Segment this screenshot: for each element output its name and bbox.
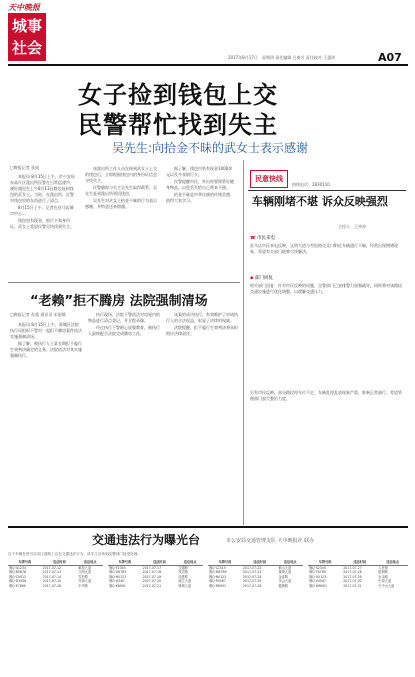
place: 风光路 [178, 570, 188, 575]
main-byline: □晚报记者 张迪 [10, 165, 40, 170]
place: 置地大道 [278, 570, 292, 575]
time: 2017-07-17 [142, 565, 162, 570]
second-byline: □晚报记者 苏震 通讯员 宋丽娜 [10, 312, 66, 317]
violations-table-3 [208, 560, 303, 589]
second-col1-p2: 据了解，被执行人王某长期拒不履行生效判决确定的义务，法院依法对其实施强制执行。 [10, 341, 82, 358]
main-col1-p3: 钱包里有现金、银行卡和身份证，武女士希望民警尽快找到失主。 [10, 218, 74, 229]
q2-text: 另有市民反映，部分路段停车位不足，车辆乱停乱放现象严重，影响正常通行，希望管理部门加大整治力度。 [250, 390, 402, 401]
t4-col-place: 违法地点 [377, 560, 408, 565]
right-byline: 主持人：王冲冲 [338, 224, 366, 229]
time: 2017-07-21 [142, 583, 162, 588]
right-top-rule [248, 190, 406, 191]
time: 2017-07-16 [42, 583, 62, 588]
t2-col-place: 违法地点 [177, 560, 203, 565]
paper-name: 天中晚报 [8, 2, 40, 12]
a1-label [250, 275, 273, 281]
plate: 豫Q·S2345 [309, 565, 326, 570]
plate: 豫Q·T6789 [309, 570, 326, 575]
table-row [208, 584, 303, 589]
t3-col-time: 违法时间 [242, 560, 278, 565]
place: 胜利路 [378, 570, 388, 575]
main-col2-p3: 吴先生对武女士拾金不昧的行为表示感谢，并特意送来锦旗。 [85, 198, 157, 209]
a1-label-text: 部门回复 [254, 276, 273, 281]
time: 2017-07-19 [142, 574, 162, 579]
plate: 豫Q·U0123 [309, 574, 327, 579]
right-headline: 车辆刚堵不堪 诉众反映强烈 [252, 195, 388, 208]
place: 开源大道 [78, 579, 92, 584]
time: 2017-07-20 [142, 579, 162, 584]
plate: 豫Q·H0123 [109, 574, 127, 579]
main-headline-1: 女子捡到钱包上交 [78, 81, 278, 109]
main-col-1 [10, 174, 77, 274]
plate: 豫Q·E7890 [9, 583, 26, 588]
t2-col-plate: 车牌号码 [108, 560, 142, 565]
table-row [8, 584, 103, 589]
time: 2017-07-30 [343, 579, 362, 584]
bottom-title: 交通违法行为曝光台 [92, 533, 201, 547]
time: 2017-07-15 [42, 579, 62, 584]
section-badge [8, 13, 46, 61]
place: 文明大道 [78, 570, 92, 575]
q1-label [250, 235, 275, 241]
t3-col-plate: 车牌号码 [208, 560, 242, 565]
main-col3-p3: 拾金不昧是中华民族的传统美德，值得大家学习。 [166, 192, 234, 203]
place: 雪松路 [78, 574, 88, 579]
violations-table-1 [8, 560, 103, 589]
place: 前进路 [178, 574, 188, 579]
q1-text: 驻马店市民来电反映，文明大道与雪松路交叉口附近车辆通行不畅，经常出现拥堵现象，希望有关部门能够尽快解决。 [250, 243, 398, 254]
masthead-rule [8, 64, 408, 66]
time: 2017-07-22 [242, 565, 262, 570]
right-column [248, 160, 408, 522]
t1-col-place: 违法地点 [77, 560, 103, 565]
bottom-intro: 以下车辆在驻马店市区道路上存在交通违法行为，请车主尽快到交警部门接受处理。 [8, 552, 141, 556]
main-bottom-rule [8, 282, 240, 283]
table-row [308, 584, 408, 589]
hotline-phone: 热线电话：2830110 [292, 182, 330, 187]
time: 2017-07-12 [42, 565, 62, 570]
issue-date: 2017年8月17日 [228, 55, 258, 60]
main-subhead: 吴先生:向拾金不昧的武女士表示感谢 [112, 141, 309, 155]
place: 人民街 [378, 565, 388, 570]
main-col2-p1: 该派出所工作人员在接到武女士上交的钱包后，立即根据钱包内的身份证信息寻找失主。 [85, 166, 157, 183]
hotline-badge: 民意快线 [250, 170, 288, 188]
plate: 豫Q·G6789 [109, 570, 127, 575]
time: 2017-07-28 [343, 570, 362, 575]
main-right-divider [243, 160, 244, 525]
main-col2-p2: 民警随即与失主吴先生取得联系，吴先生赶到派出所领回钱包。 [85, 185, 157, 196]
plate: 豫Q·R8901 [209, 583, 227, 588]
main-col3-p2: 民警提醒市民，外出时要保管好随身物品，以免丢失给自己带来不便。 [166, 179, 234, 190]
section-line2: 社会 [11, 39, 42, 57]
violations-table-4 [308, 560, 408, 589]
plate: 豫Q·P4567 [209, 579, 226, 584]
place: 交通路 [178, 565, 188, 570]
plate: 豫Q·V4567 [309, 579, 327, 584]
t1-col-plate: 车牌号码 [8, 560, 42, 565]
place: 水屯路 [378, 574, 388, 579]
second-col1-p1: 本报讯 8月15日上午，驿城区法院执行局组织干警对一起拒不腾房案件依法实施强制清场。 [10, 322, 82, 339]
main-col-2 [85, 166, 158, 274]
place: 中华路 [78, 583, 88, 588]
time: 2017-07-18 [142, 570, 162, 575]
time: 2017-07-26 [242, 583, 262, 588]
place: 铜山大道 [278, 565, 292, 570]
plate: 豫Q·W8901 [309, 583, 327, 588]
section-line1: 城事 [11, 17, 42, 35]
plate: 豫Q·L2345 [209, 565, 226, 570]
second-col-1 [10, 322, 82, 517]
main-col-3 [166, 166, 235, 274]
plate: 豫Q·F2345 [109, 565, 126, 570]
t4-col-time: 违法时间 [342, 560, 377, 565]
t2-col-time: 违法时间 [142, 560, 178, 565]
plate: 豫Q·J4567 [109, 579, 125, 584]
masthead [0, 0, 415, 70]
plate: 豫Q·M6789 [209, 570, 227, 575]
place: 乐山大道 [278, 579, 292, 584]
q1-label-text: 市民来电 [257, 236, 276, 241]
main-headline-2: 民警帮忙找到失主 [78, 111, 278, 139]
bottom-top-rule [8, 526, 408, 528]
second-headline: “老赖”拒不腾房 法院强制清场 [30, 294, 208, 309]
violations-table-2 [108, 560, 203, 589]
place: 中原大道 [378, 579, 392, 584]
place: 健康路 [278, 583, 288, 588]
plate: 豫Q·B5678 [9, 570, 27, 575]
t1-col-time: 违法时间 [42, 560, 78, 565]
plate: 豫Q·K8901 [109, 583, 126, 588]
time: 2017-07-14 [42, 574, 62, 579]
reply-icon: ◆ [250, 276, 255, 281]
plate: 豫Q·A1234 [9, 565, 27, 570]
second-col-3 [166, 312, 238, 517]
place: 金雀路 [278, 574, 288, 579]
second-col2-p1: 执行现场，法院干警依法对房屋内的物品进行清点登记，并全程录像。 [88, 312, 160, 323]
time: 2017-07-13 [42, 570, 62, 575]
plate: 豫Q·N0123 [209, 574, 227, 579]
time: 2017-07-25 [242, 579, 262, 584]
second-col2-p2: 经过执行干警耐心说服教育，被执行人最终配合法院完成腾房工作。 [88, 325, 160, 336]
plate: 豫Q·D3456 [9, 579, 27, 584]
page-number: A07 [378, 51, 402, 64]
second-col3-p1: 该案的成功执行，有效维护了申请执行人的合法权益，彰显了法律的权威。 [166, 312, 238, 323]
t3-col-place: 违法地点 [277, 560, 303, 565]
main-col1-p1: 本报讯 8月15日上午，市公安局东高片区派出所民警在日常巡逻中，刚好遇见在上午8月13日路边捡到钱包的武女士。当时，在派出所，民警对钱包里的东西进行了清点。 [10, 174, 75, 203]
t4-col-plate: 车牌号码 [308, 560, 342, 565]
bottom-subtitle: 市公安局交通管理支队 天中晚报社 联办 [226, 538, 315, 544]
plate: 豫Q·C9012 [9, 574, 27, 579]
time: 2017-07-24 [242, 574, 262, 579]
phone-icon: ☎ [250, 236, 258, 241]
main-col1-p2: 8月15日上午，记者在驻马店城市中心... [10, 205, 74, 216]
time: 2017-07-31 [343, 583, 362, 588]
second-col-2 [88, 312, 160, 517]
a1-text: 相关部门回复：针对市民反映的问题，交警部门已安排警力加强疏导，同时将对该路段交通设施进行优化调整，以缓解交通压力。 [250, 283, 402, 294]
time: 2017-07-29 [343, 574, 362, 579]
time: 2017-07-27 [343, 565, 362, 570]
place: 天中山大道 [378, 583, 395, 588]
time: 2017-07-23 [242, 570, 262, 575]
main-col3-p1: 据了解，钱包内装有现金1000余元以及多张银行卡。 [166, 166, 233, 177]
place: 练江大道 [178, 579, 192, 584]
place: 解放大道 [78, 565, 92, 570]
editors-line: 星期四 责任编辑 吕秦芳 责任校对 王惠珍 [262, 55, 336, 60]
table-row [108, 584, 203, 589]
place: 驿城大道 [178, 583, 192, 588]
second-col3-p2: 法院提醒，拒不履行生效判决将承担相应法律责任。 [166, 325, 238, 336]
